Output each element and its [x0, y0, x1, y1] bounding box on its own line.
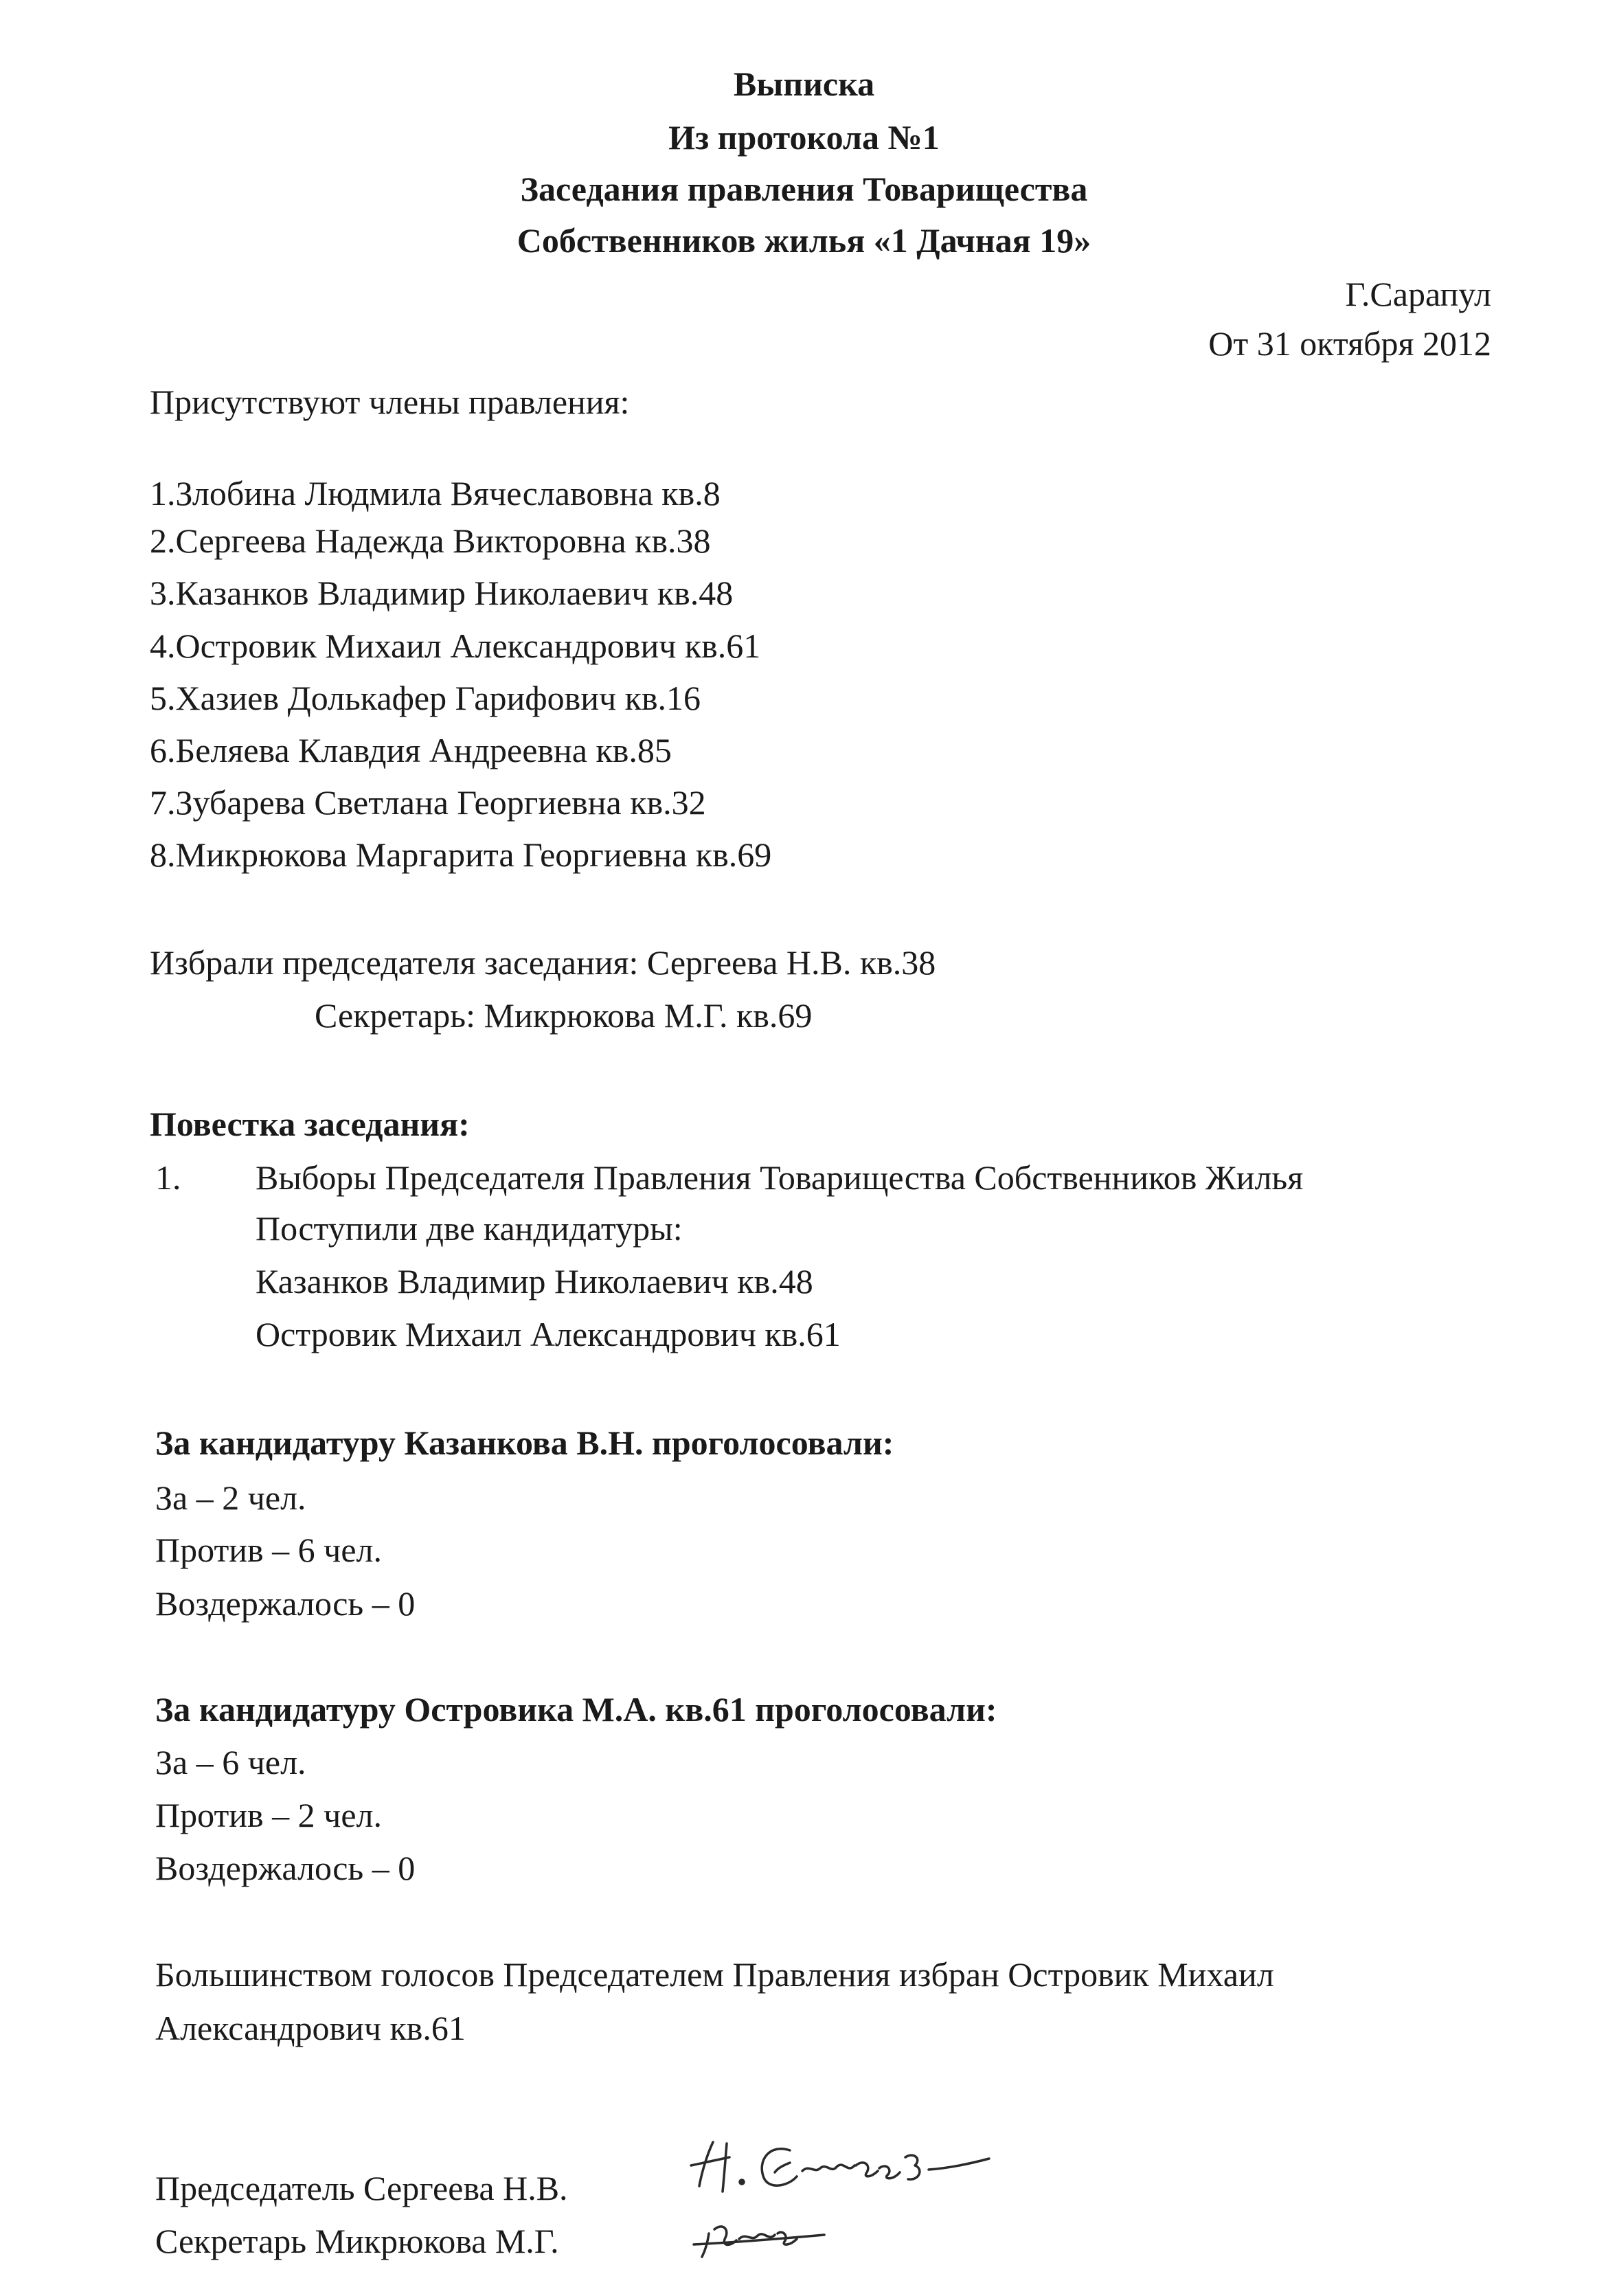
agenda-heading: Повестка заседания: — [150, 1105, 470, 1143]
secretary-handwritten-signature — [687, 2202, 852, 2264]
member-item: 1.Злобина Людмила Вячеславовна кв.8 — [150, 474, 721, 513]
result-line-2: Александрович кв.61 — [155, 2009, 466, 2047]
vote2-for: За – 6 чел. — [155, 1743, 306, 1781]
result-line-1: Большинством голосов Председателем Правления избран Островик Михаил — [155, 1955, 1274, 1994]
meeting-title-line-2: Собственников жилья «1 Дачная 19» — [517, 221, 1091, 260]
secretary-signature-label: Секретарь Микрюкова М.Г. — [155, 2222, 559, 2260]
member-item: 2.Сергеева Надежда Викторовна кв.38 — [150, 521, 711, 560]
agenda-item-line: Казанков Владимир Николаевич кв.48 — [256, 1262, 813, 1301]
vote1-against: Против – 6 чел. — [155, 1531, 382, 1569]
meeting-title-line-1: Заседания правления Товарищества — [520, 170, 1088, 208]
agenda-item-line: Поступили две кандидатуры: — [256, 1209, 683, 1248]
member-item: 3.Казанков Владимир Николаевич кв.48 — [150, 574, 734, 612]
member-item: 7.Зубарева Светлана Георгиевна кв.32 — [150, 783, 706, 822]
vote1-heading: За кандидатуру Казанкова В.Н. проголосовали: — [155, 1423, 894, 1462]
protocol-number: Из протокола №1 — [668, 118, 940, 157]
member-item: 8.Микрюкова Маргарита Георгиевна кв.69 — [150, 835, 772, 874]
chair-handwritten-signature — [687, 2123, 1003, 2212]
vote1-for: За – 2 чел. — [155, 1478, 306, 1517]
agenda-item-number: 1. — [155, 1158, 181, 1197]
document-title: Выписка — [733, 65, 875, 103]
vote1-abstained: Воздержалось – 0 — [155, 1584, 416, 1623]
chair-signature-label: Председатель Сергеева Н.В. — [155, 2169, 568, 2207]
member-item: 5.Хазиев Долькафер Гарифович кв.16 — [150, 679, 701, 717]
agenda-item-line: Выборы Председателя Правления Товарищества Собственников Жилья — [256, 1158, 1304, 1197]
date: От 31 октября 2012 — [1208, 324, 1491, 363]
member-item: 6.Беляева Клавдия Андреевна кв.85 — [150, 731, 672, 769]
vote2-against: Против – 2 чел. — [155, 1796, 382, 1834]
member-item: 4.Островик Михаил Александрович кв.61 — [150, 627, 761, 665]
present-heading: Присутствуют члены правления: — [150, 383, 630, 421]
place: Г.Сарапул — [1345, 275, 1491, 313]
secretary-elected: Секретарь: Микрюкова М.Г. кв.69 — [315, 996, 813, 1035]
agenda-item-line: Островик Михаил Александрович кв.61 — [256, 1315, 841, 1353]
vote2-abstained: Воздержалось – 0 — [155, 1849, 416, 1887]
chair-elected: Избрали председателя заседания: Сергеева Н.В. кв.38 — [150, 943, 936, 982]
vote2-heading: За кандидатуру Островика М.А. кв.61 проголосовали: — [155, 1690, 997, 1729]
